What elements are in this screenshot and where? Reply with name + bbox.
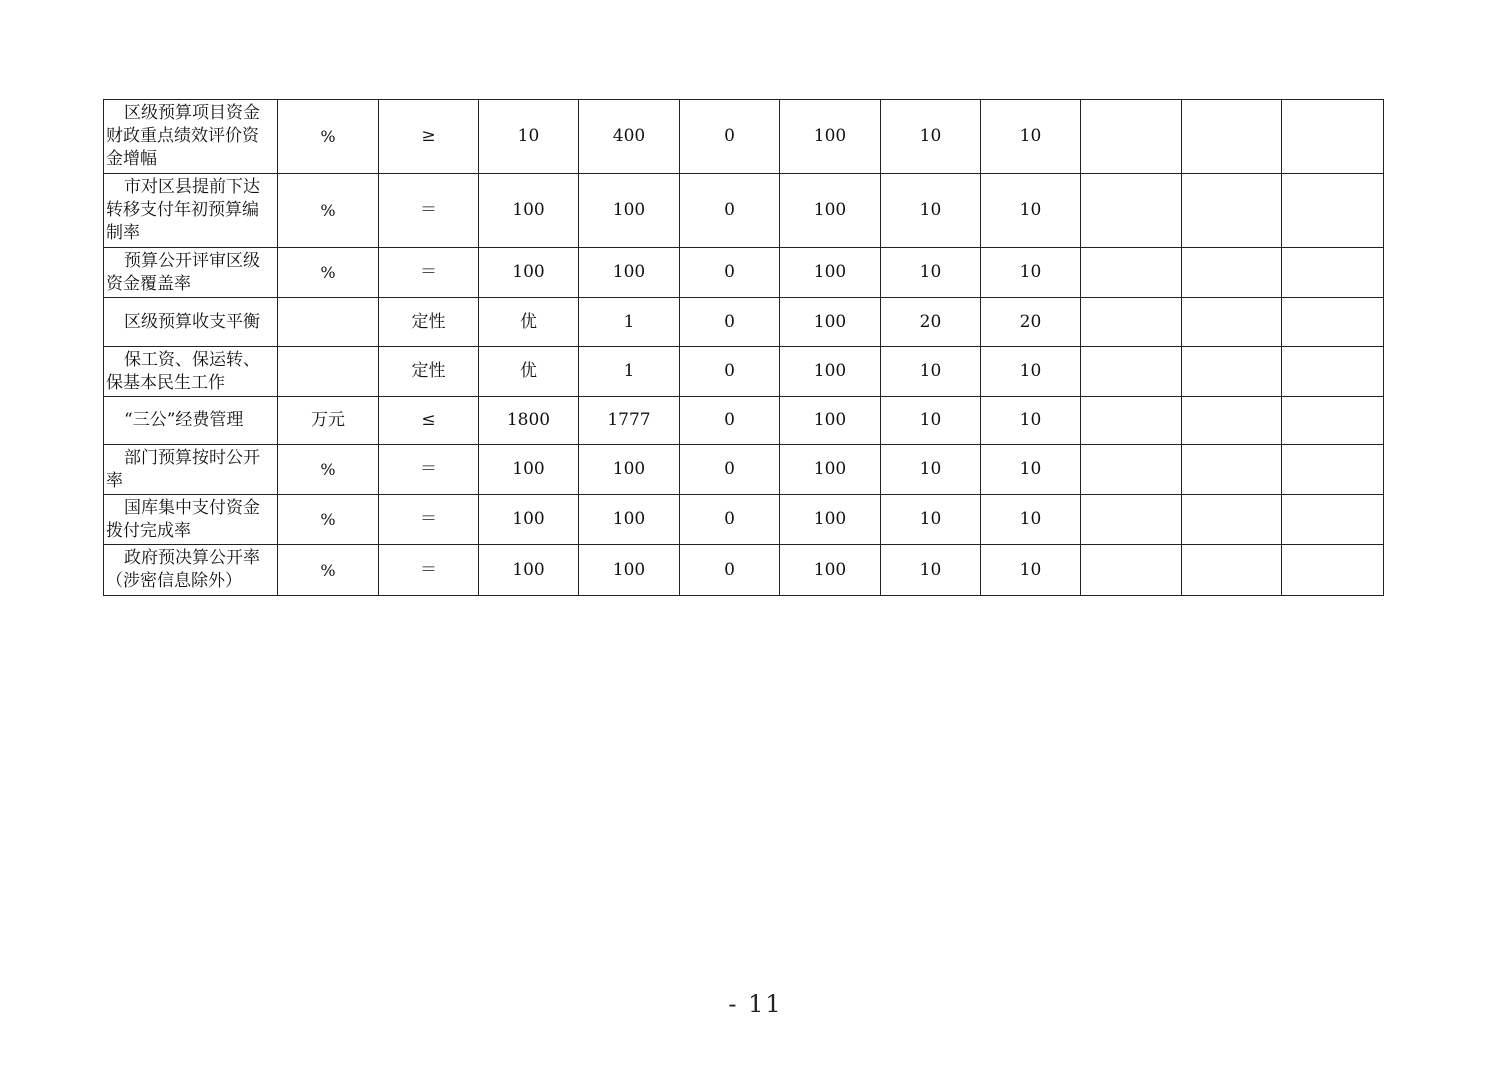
- column-8-cell: 10: [881, 347, 981, 397]
- target-value-cell: 100: [479, 174, 579, 248]
- operator-cell: ≥: [379, 100, 479, 174]
- column-6-cell: 0: [680, 545, 780, 596]
- column-6-cell: 0: [680, 298, 780, 347]
- indicator-name-cell: “三公”经费管理: [104, 397, 278, 445]
- actual-value-cell: 100: [579, 545, 680, 596]
- actual-value-cell: 1777: [579, 397, 680, 445]
- target-value-cell: 10: [479, 100, 579, 174]
- operator-cell: 定性: [379, 347, 479, 397]
- actual-value-cell: 1: [579, 298, 680, 347]
- target-value-cell: 100: [479, 445, 579, 495]
- column-12-cell: [1282, 248, 1384, 298]
- column-6-cell: 0: [680, 495, 780, 545]
- table-row: [104, 100, 1384, 174]
- column-12-cell: [1282, 495, 1384, 545]
- column-11-cell: [1182, 347, 1282, 397]
- operator-cell: ＝: [379, 248, 479, 298]
- column-10-cell: [1081, 174, 1182, 248]
- column-10-cell: [1081, 545, 1182, 596]
- column-10-cell: [1081, 248, 1182, 298]
- column-10-cell: [1081, 397, 1182, 445]
- column-9-cell: 10: [981, 545, 1081, 596]
- column-8-cell: 20: [881, 298, 981, 347]
- operator-cell: ＝: [379, 174, 479, 248]
- indicator-name-cell: 保工资、保运转、保基本民生工作: [104, 347, 278, 397]
- column-9-cell: 10: [981, 495, 1081, 545]
- column-12-cell: [1282, 174, 1384, 248]
- table-row: [104, 248, 1384, 298]
- column-12-cell: [1282, 545, 1384, 596]
- unit-cell: %: [278, 248, 379, 298]
- column-7-cell: 100: [780, 545, 881, 596]
- performance-indicator-table: [103, 99, 1384, 596]
- unit-cell: %: [278, 545, 379, 596]
- column-11-cell: [1182, 298, 1282, 347]
- table-row: [104, 347, 1384, 397]
- actual-value-cell: 400: [579, 100, 680, 174]
- target-value-cell: 优: [479, 298, 579, 347]
- operator-cell: ＝: [379, 495, 479, 545]
- column-8-cell: 10: [881, 445, 981, 495]
- actual-value-cell: 100: [579, 174, 680, 248]
- column-11-cell: [1182, 397, 1282, 445]
- column-6-cell: 0: [680, 445, 780, 495]
- indicator-name-cell: 区级预算收支平衡: [104, 298, 278, 347]
- column-6-cell: 0: [680, 174, 780, 248]
- column-12-cell: [1282, 347, 1384, 397]
- column-8-cell: 10: [881, 397, 981, 445]
- column-7-cell: 100: [780, 100, 881, 174]
- unit-cell: [278, 347, 379, 397]
- unit-cell: %: [278, 100, 379, 174]
- operator-cell: ＝: [379, 445, 479, 495]
- indicator-name-cell: 国库集中支付资金拨付完成率: [104, 495, 278, 545]
- actual-value-cell: 1: [579, 347, 680, 397]
- column-8-cell: 10: [881, 545, 981, 596]
- column-8-cell: 10: [881, 174, 981, 248]
- column-9-cell: 10: [981, 100, 1081, 174]
- actual-value-cell: 100: [579, 445, 680, 495]
- table-row: [104, 545, 1384, 596]
- column-7-cell: 100: [780, 298, 881, 347]
- column-12-cell: [1282, 445, 1384, 495]
- target-value-cell: 优: [479, 347, 579, 397]
- page-number: - 11: [728, 990, 783, 1018]
- column-9-cell: 10: [981, 347, 1081, 397]
- actual-value-cell: 100: [579, 248, 680, 298]
- target-value-cell: 100: [479, 495, 579, 545]
- column-9-cell: 10: [981, 397, 1081, 445]
- operator-cell: 定性: [379, 298, 479, 347]
- indicator-name-cell: 市对区县提前下达转移支付年初预算编制率: [104, 174, 278, 248]
- column-8-cell: 10: [881, 495, 981, 545]
- column-7-cell: 100: [780, 248, 881, 298]
- column-12-cell: [1282, 298, 1384, 347]
- column-6-cell: 0: [680, 347, 780, 397]
- table-row: [104, 495, 1384, 545]
- unit-cell: 万元: [278, 397, 379, 445]
- unit-cell: [278, 298, 379, 347]
- column-10-cell: [1081, 445, 1182, 495]
- column-11-cell: [1182, 545, 1282, 596]
- column-11-cell: [1182, 445, 1282, 495]
- unit-cell: %: [278, 495, 379, 545]
- column-10-cell: [1081, 347, 1182, 397]
- column-7-cell: 100: [780, 397, 881, 445]
- table-row: [104, 397, 1384, 445]
- column-6-cell: 0: [680, 100, 780, 174]
- column-7-cell: 100: [780, 445, 881, 495]
- target-value-cell: 1800: [479, 397, 579, 445]
- target-value-cell: 100: [479, 545, 579, 596]
- indicator-name-cell: 区级预算项目资金财政重点绩效评价资金增幅: [104, 100, 278, 174]
- table-body: [104, 100, 1384, 596]
- column-11-cell: [1182, 248, 1282, 298]
- target-value-cell: 100: [479, 248, 579, 298]
- column-9-cell: 10: [981, 174, 1081, 248]
- column-6-cell: 0: [680, 397, 780, 445]
- operator-cell: ≤: [379, 397, 479, 445]
- column-11-cell: [1182, 495, 1282, 545]
- column-10-cell: [1081, 100, 1182, 174]
- table-row: [104, 174, 1384, 248]
- column-7-cell: 100: [780, 495, 881, 545]
- column-9-cell: 10: [981, 445, 1081, 495]
- table-row: [104, 445, 1384, 495]
- operator-cell: ＝: [379, 545, 479, 596]
- column-10-cell: [1081, 495, 1182, 545]
- actual-value-cell: 100: [579, 495, 680, 545]
- column-8-cell: 10: [881, 100, 981, 174]
- column-9-cell: 20: [981, 298, 1081, 347]
- unit-cell: %: [278, 445, 379, 495]
- indicator-name-cell: 预算公开评审区级资金覆盖率: [104, 248, 278, 298]
- column-9-cell: 10: [981, 248, 1081, 298]
- unit-cell: %: [278, 174, 379, 248]
- column-6-cell: 0: [680, 248, 780, 298]
- column-10-cell: [1081, 298, 1182, 347]
- indicator-name-cell: 政府预决算公开率（涉密信息除外）: [104, 545, 278, 596]
- column-7-cell: 100: [780, 347, 881, 397]
- column-7-cell: 100: [780, 174, 881, 248]
- column-11-cell: [1182, 100, 1282, 174]
- table-row: [104, 298, 1384, 347]
- column-8-cell: 10: [881, 248, 981, 298]
- column-11-cell: [1182, 174, 1282, 248]
- column-12-cell: [1282, 100, 1384, 174]
- indicator-name-cell: 部门预算按时公开率: [104, 445, 278, 495]
- column-12-cell: [1282, 397, 1384, 445]
